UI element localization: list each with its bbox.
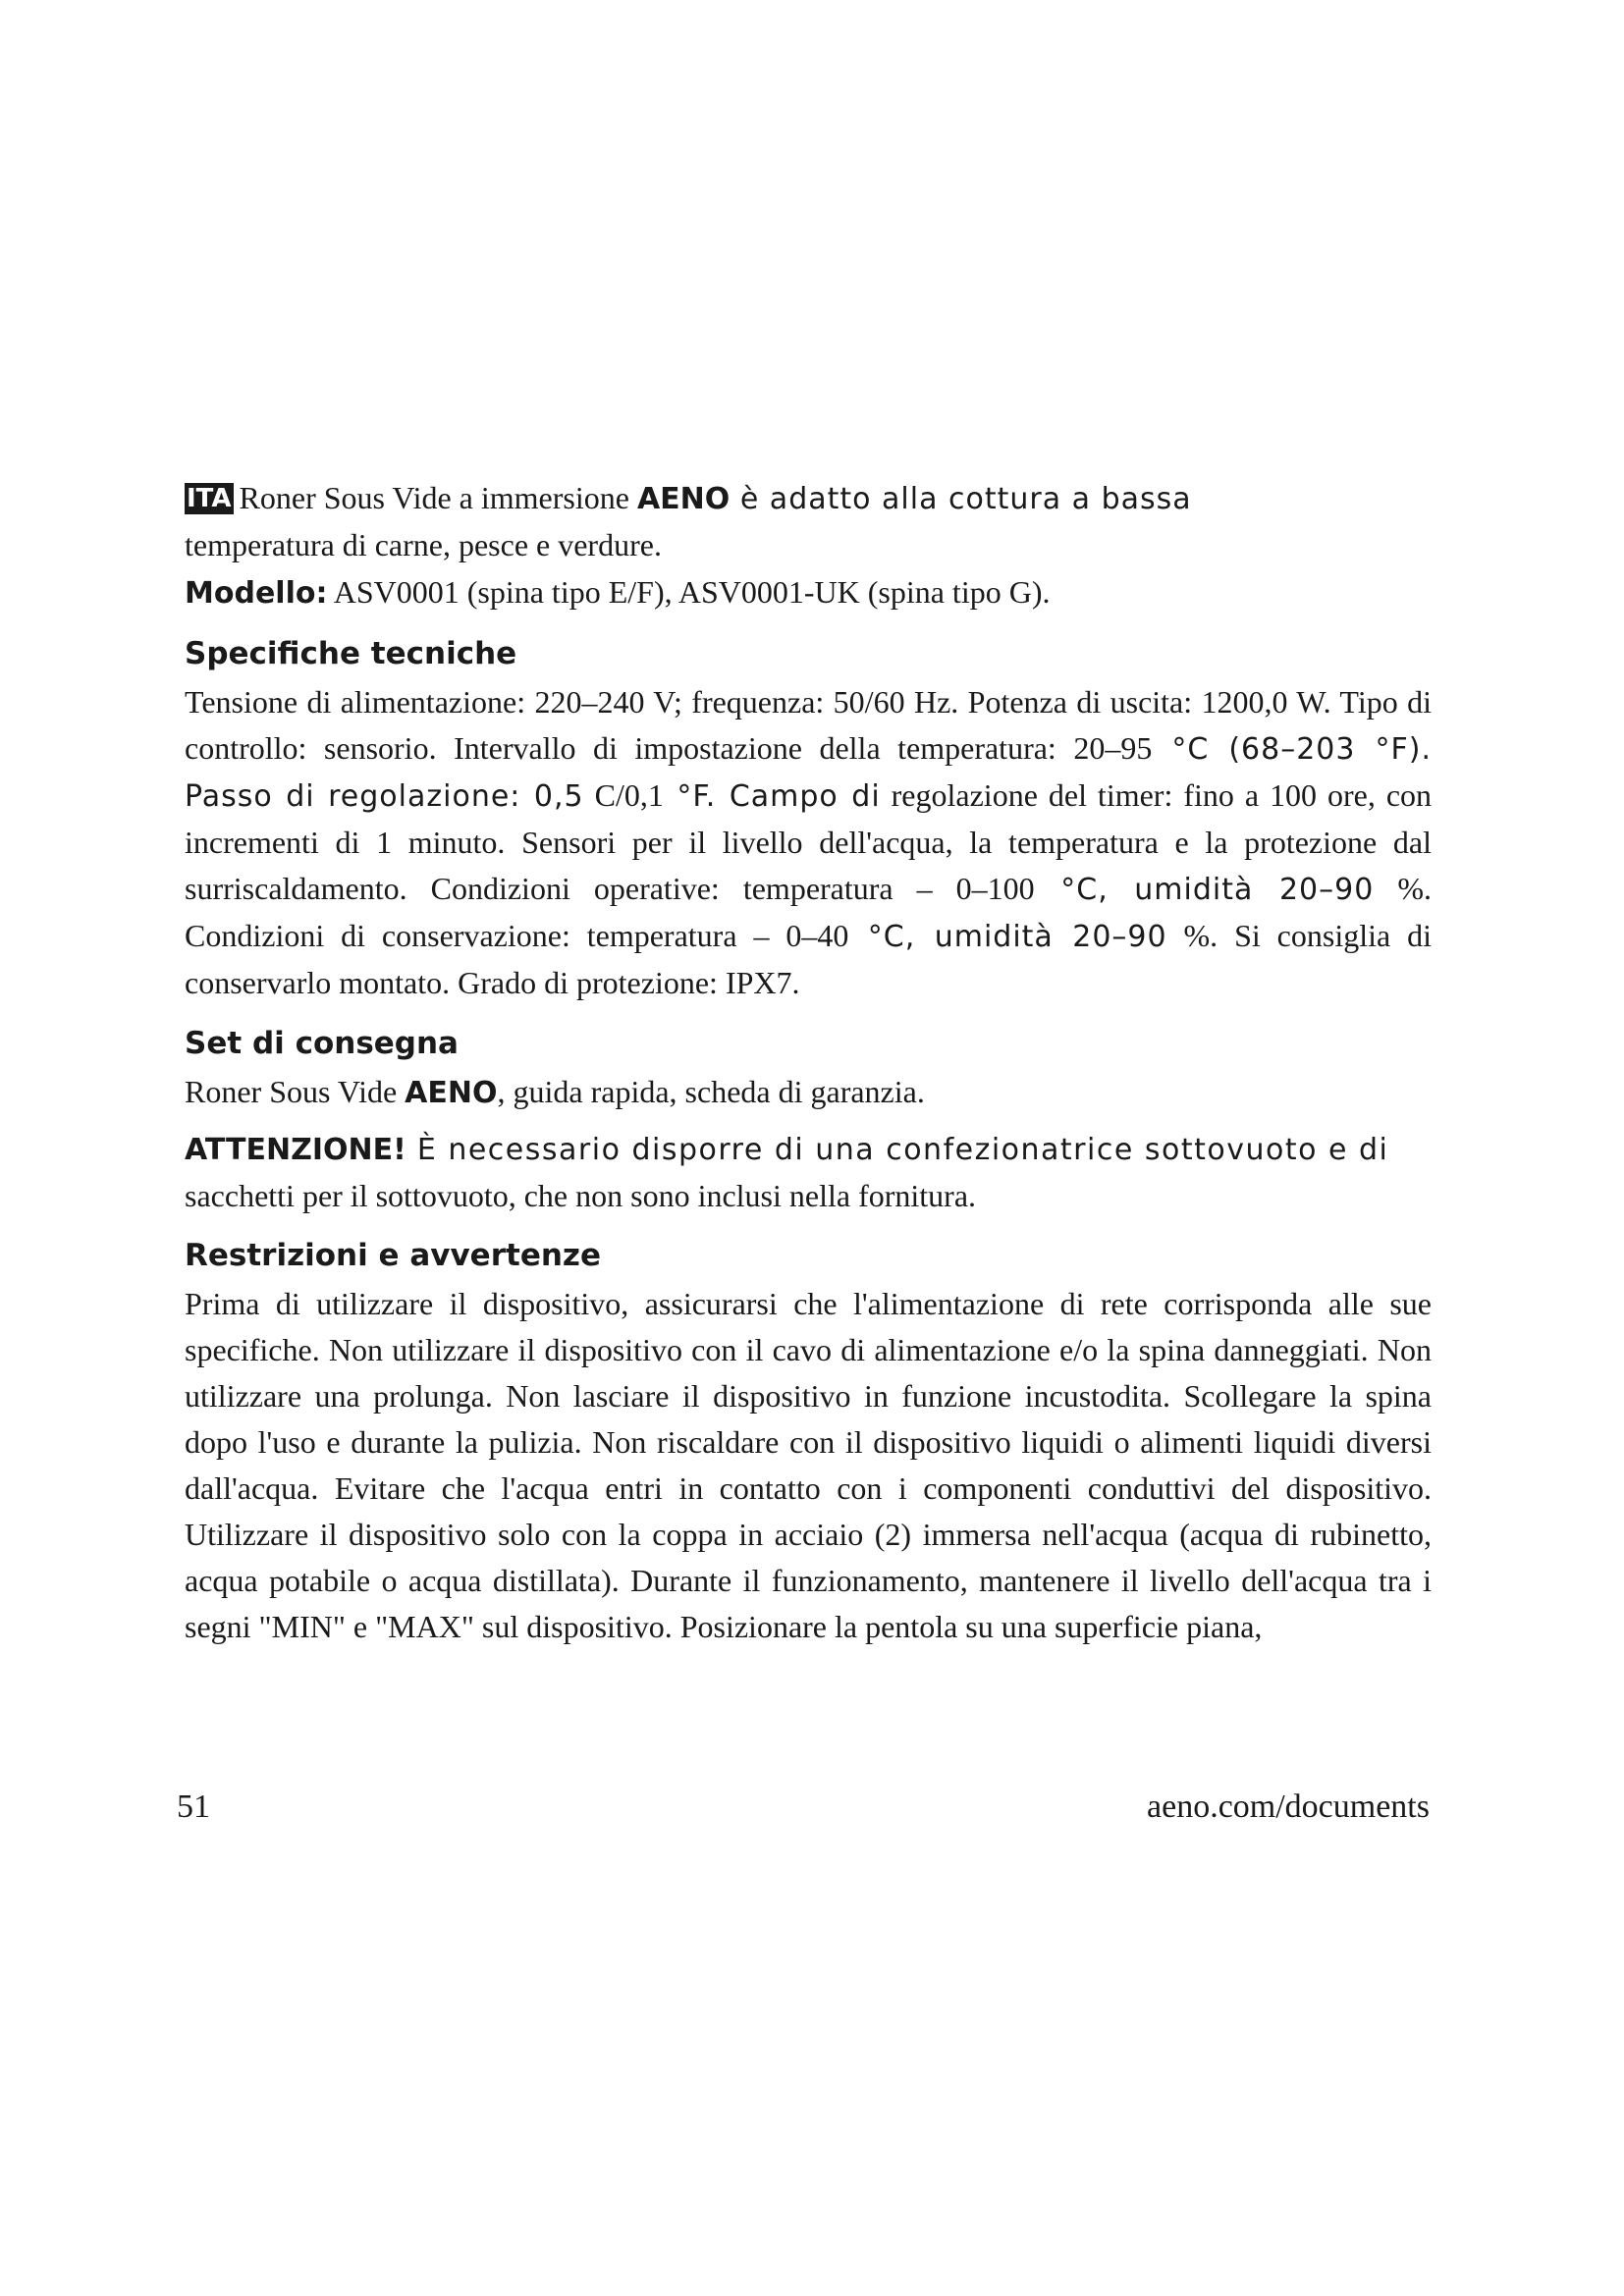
delivery-paragraph bbox=[185, 1069, 1432, 1116]
delivery-text-after: , guida rapida, scheda di garanzia. bbox=[497, 1074, 925, 1109]
specs-paragraph bbox=[185, 679, 1432, 1006]
warning-paragraph bbox=[185, 1126, 1432, 1218]
intro-paragraph bbox=[185, 475, 1432, 567]
intro-text: Roner Sous Vide a immersione bbox=[239, 480, 637, 515]
warning-sans-text: È necessario disporre di una confezionatrice sottovuoto e di bbox=[406, 1133, 1389, 1167]
specs-text-2: °C (68–203 °F). Passo di regolazione: 0,5 bbox=[185, 732, 1432, 814]
specs-text-6: °C, umidità 20–90 bbox=[1034, 873, 1375, 907]
delivery-brand: AENO bbox=[405, 1076, 498, 1110]
page-footer bbox=[177, 1789, 1430, 1826]
specs-text-5: regolazione del timer: fino a 100 ore, con incrementi di 1 minuto. Sensori per il livello dell'acqua, la temperatura e la protezione dal surriscaldamento. Condizioni operative: temperatura – 0–100 bbox=[185, 777, 1433, 906]
specs-text-1: Tensione di alimentazione: 220–240 V; frequenza: 50/60 Hz. Potenza di uscita: 1200,0 W. Tipo di controllo: sensorio. Intervallo di impostazione della temperatura: 20–95 bbox=[185, 684, 1432, 766]
warning-serif-text: sacchetti per il sottovuoto, che non sono inclusi nella fornitura. bbox=[185, 1178, 977, 1213]
model-label: Modello: bbox=[185, 576, 328, 611]
specs-text-7: %. Condizioni di conservazione: temperatura – 0–40 bbox=[185, 871, 1432, 953]
restrictions-heading: Restrizioni e avvertenze bbox=[185, 1238, 601, 1273]
page-number: 51 bbox=[177, 1789, 210, 1825]
specs-text-4: °F. Campo di bbox=[663, 779, 881, 814]
intro-sans-text: è adatto alla cottura a bassa bbox=[730, 482, 1192, 516]
model-line bbox=[185, 569, 1432, 616]
delivery-text: Roner Sous Vide bbox=[185, 1074, 406, 1109]
specs-text-9: %. Si consiglia di conservarlo montato. Grado di protezione: IPX7. bbox=[185, 918, 1432, 1000]
language-badge: ITA bbox=[187, 484, 232, 513]
specs-text-8: °C, umidità 20–90 bbox=[848, 920, 1167, 954]
specs-heading: Specifiche tecniche bbox=[185, 636, 517, 671]
document-body bbox=[185, 475, 1432, 1650]
footer-url: aeno.com/documents bbox=[1147, 1789, 1430, 1825]
specs-text-3: C/0,1 bbox=[583, 777, 664, 813]
restrictions-paragraph: Prima di utilizzare il dispositivo, assicurarsi che l'alimentazione di rete corrisponda alle sue specifiche. Non utilizzare il dispositivo con il cavo di alimentazione e/o la spina danneggiati. Non utilizzare una prolunga. Non lasciare il dispositivo in funzione incustodita. Scollegare la spina dopo l'uso e durante la pulizia. Non riscaldare con il dispositivo liquidi o alimenti liquidi diversi dall'acqua. Evitare che l'acqua entri in contatto con i componenti conduttivi del dispositivo. Utilizzare il dispositivo solo con la coppa in acciaio (2) immersa nell'acqua (acqua di rubinetto, acqua potabile o acqua distillata). Durante il funzionamento, mantenere il livello dell'acqua tra i segni "MIN" e "MAX" sul dispositivo. Posizionare la pentola su una superficie piana, bbox=[185, 1286, 1432, 1644]
intro-line2: temperatura di carne, pesce e verdure. bbox=[185, 527, 662, 562]
brand-name: AENO bbox=[636, 482, 731, 516]
delivery-heading: Set di consegna bbox=[185, 1026, 459, 1061]
model-value: ASV0001 (spina tipo E/F), ASV0001-UK (spina tipo G). bbox=[327, 574, 1051, 610]
warning-label: ATTENZIONE! bbox=[185, 1133, 406, 1167]
